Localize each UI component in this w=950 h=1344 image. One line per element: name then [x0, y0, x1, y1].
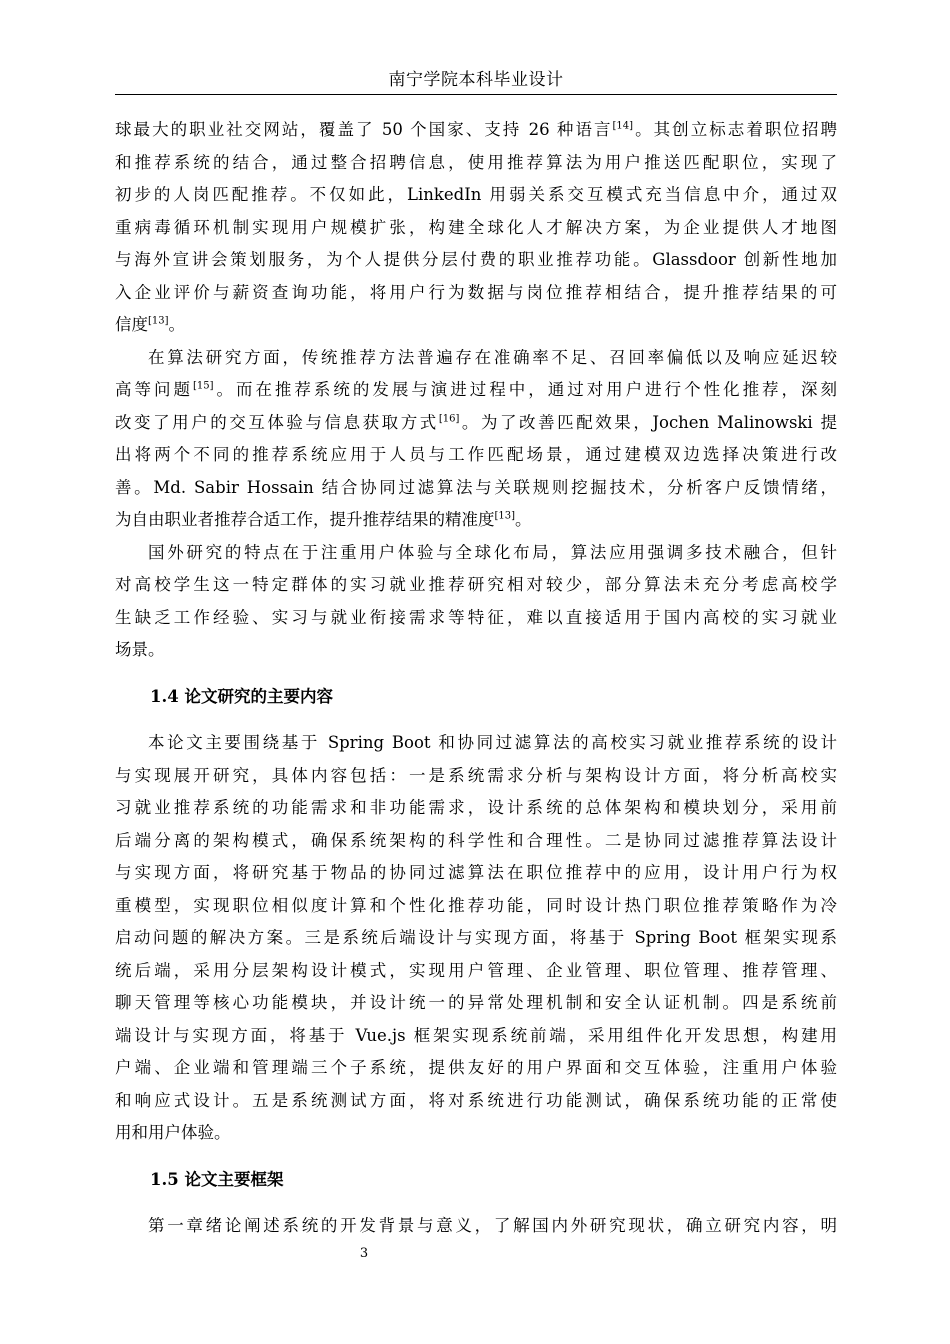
text-line: 在算法研究方面，传统推荐方法普遍存在准确率不足、召回率偏低以及响应延迟较 — [148, 347, 837, 367]
text-line: 国外研究的特点在于注重用户体验与全球化布局，算法应用强调多技术融合，但针 — [148, 542, 837, 562]
text-line: 启动问题的解决方案。三是系统后端设计与实现方面，将基于 Spring Boot 框架实现系 — [115, 928, 837, 947]
document-body — [115, 114, 837, 1243]
page-number: 3 — [359, 1246, 369, 1261]
text-line: 重模型，实现职位相似度计算和个性化推荐功能，同时设计热门职位推荐策略作为冷 — [115, 895, 837, 915]
paragraph-algorithm-research — [115, 342, 837, 537]
page-header-title: 南宁学院本科毕业设计 — [388, 70, 564, 90]
citation: [15] — [192, 380, 214, 392]
citation: [16] — [438, 413, 460, 424]
paragraph-foreign-research-summary — [115, 537, 837, 667]
text-line — [115, 504, 837, 537]
text-line: 习就业推荐系统的功能需求和非功能需求，设计系统的总体架构和模块划分，采用前 — [115, 798, 837, 817]
text-run: 。而在推荐系统的发展与演进过程中，通过对用户进行个性化推荐，深刻 — [213, 380, 838, 399]
section-heading-1-4: 1.4 论文研究的主要内容 — [150, 686, 333, 706]
text-line: 与海外宣讲会策划服务，为个人提供分层付费的职业推荐功能。Glassdoor 创新性地加 — [115, 250, 837, 269]
text-run: 。其创立标志着职位招聘 — [633, 120, 837, 139]
text-line: 和推荐系统的结合，通过整合招聘信息，使用推荐算法为用户推送匹配职位，实现了 — [115, 152, 837, 172]
text-run: 高等问题 — [115, 380, 193, 399]
text-run: 。为了改善匹配效果，Jochen Malinowski 提 — [459, 412, 837, 432]
text-run: 。 — [168, 315, 186, 334]
section-heading-1-5: 1.5 论文主要框架 — [150, 1169, 284, 1189]
text-line: 第一章绪论阐述系统的开发背景与意义，了解国内外研究现状，确立研究内容，明 — [148, 1216, 837, 1235]
citation: [13] — [494, 510, 516, 522]
text-run: 为自由职业者推荐合适工作，提升推荐结果的精准度 — [115, 510, 495, 529]
text-line: 统后端，采用分层架构设计模式，实现用户管理、企业管理、职位管理、推荐管理、 — [115, 960, 837, 980]
citation: [14] — [612, 120, 634, 132]
paragraph-linkedin-glassdoor — [115, 114, 837, 342]
text-line — [115, 114, 837, 147]
text-line — [115, 407, 837, 440]
text-line: 与实现方面，将研究基于物品的协同过滤算法在职位推荐中的应用，设计用户行为权 — [115, 863, 837, 882]
text-run: 信度 — [115, 315, 148, 334]
text-run: 。 — [515, 510, 532, 529]
text-line: 用和用户体验。 — [115, 1123, 231, 1142]
paragraph-main-content — [115, 727, 837, 1150]
text-line: 和响应式设计。五是系统测试方面，将对系统进行功能测试，确保系统功能的正常使 — [115, 1090, 837, 1110]
text-line: 初步的人岗匹配推荐。不仅如此，LinkedIn 用弱关系交互模式充当信息中介，通过双 — [115, 185, 837, 204]
text-line: 生缺乏工作经验、实习与就业衔接需求等特征，难以直接适用于国内高校的实习就业 — [115, 607, 837, 627]
text-run: 改变了用户的交互体验与信息获取方式 — [115, 412, 439, 432]
text-line: 本论文主要围绕基于 Spring Boot 和协同过滤算法的高校实习就业推荐系统的设计 — [148, 733, 837, 752]
text-line: 户端、企业端和管理端三个子系统，提供友好的用户界面和交互体验，注重用户体验 — [115, 1058, 837, 1077]
text-line: 重病毒循环机制实现用户规模扩张，构建全球化人才解决方案，为企业提供人才地图 — [115, 217, 837, 237]
text-line: 后端分离的架构模式，确保系统架构的科学性和合理性。二是协同过滤推荐算法设计 — [115, 830, 837, 850]
text-line: 入企业评价与薪资查询功能，将用户行为数据与岗位推荐相结合，提升推荐结果的可 — [115, 282, 837, 302]
text-line: 出将两个不同的推荐系统应用于人员与工作匹配场景，通过建模双边选择决策进行改 — [115, 445, 837, 464]
header-rule — [115, 94, 837, 95]
paragraph-framework — [115, 1210, 837, 1243]
text-line: 与实现展开研究，具体内容包括：一是系统需求分析与架构设计方面，将分析高校实 — [115, 765, 837, 785]
text-run: 球最大的职业社交网站，覆盖了 50 个国家、支持 26 种语言 — [115, 120, 613, 139]
text-line — [115, 309, 837, 342]
text-line: 对高校学生这一特定群体的实习就业推荐研究相对较少，部分算法未充分考虑高校学 — [115, 575, 837, 594]
text-line: 端设计与实现方面，将基于 Vue.js 框架实现系统前端，采用组件化开发思想，构建用 — [115, 1025, 837, 1045]
text-line — [115, 374, 837, 407]
text-line: 聊天管理等核心功能模块，并设计统一的异常处理机制和安全认证机制。四是系统前 — [115, 993, 837, 1012]
text-line: 场景。 — [115, 640, 165, 659]
text-line: 善。Md. Sabir Hossain 结合协同过滤算法与关联规则挖掘技术，分析客户反馈情绪， — [115, 477, 837, 497]
citation: [13] — [148, 315, 169, 327]
